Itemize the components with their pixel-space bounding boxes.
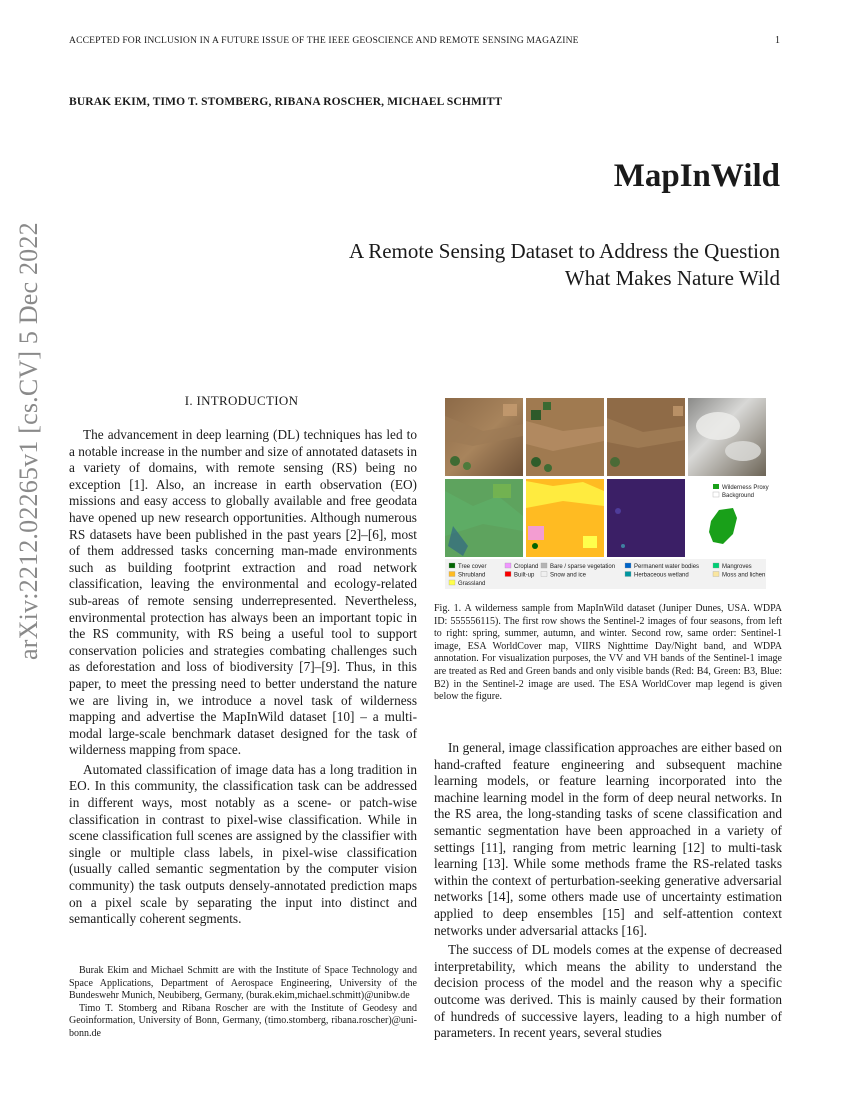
author-footnotes <box>69 965 417 1041</box>
legend-label: Built-up <box>514 572 535 579</box>
legend-swatch <box>505 572 511 577</box>
subtitle-line-1: A Remote Sensing Dataset to Address the Question <box>348 239 780 263</box>
legend-background: Background <box>722 493 755 499</box>
figure-1 <box>443 396 773 592</box>
paragraph: Automated classification of image data has a long tradition in EO. In this community, the classification task can be addressed in different ways, most notably as a scene- or patch-wise classification in contrast to pixel-wise classification. While in scene classification full scenes are assigned by the classifier with single or multiple class labels, in pixel-wise classification (usually called semantic segmentation by the computer vision community) the task outputs densely-annotated prediction maps on a pixel scale by separating the input into distinct and semantically coherent segments. <box>69 761 417 927</box>
legend-label: Cropland <box>514 564 539 570</box>
legend-label: Bare / sparse vegetation <box>550 564 616 570</box>
legend-swatch <box>449 572 455 577</box>
legend-swatch <box>541 572 547 577</box>
legend-label: Permanent water bodies <box>634 564 700 570</box>
legend-swatch <box>449 563 455 568</box>
wdpa-annotation <box>688 479 769 557</box>
legend-label: Mangroves <box>722 564 752 570</box>
legend-swatch-wilderness <box>713 484 719 489</box>
section-heading: I. INTRODUCTION <box>184 393 299 408</box>
legend-label: Snow and ice <box>550 572 587 579</box>
sentinel2-spring-image <box>445 398 523 476</box>
paragraph: In general, image classification approaches are either based on hand-crafted feature engineering and subsequent machine learning models, or feature learning incorporated into the machine learning model in the form of deep neural networks. In the RS area, the long-standing tasks of scene classification and semantic segmentation have been approached in a variety of settings [11], ranging from metric learning [12] to multi-task learning [13]. While some methods frame the RS-related tasks within the context of perturbation-seeking generative adversarial networks [14], some others made use of uncertainty estimation applied to deep ensembles [15] and self-attention context networks under adversarial attacks [16]. <box>434 740 782 938</box>
paper-title: MapInWild <box>613 158 780 194</box>
legend-label: Herbaceous wetland <box>634 572 689 579</box>
viirs-night-image <box>607 479 685 557</box>
legend-label: Tree cover <box>458 564 487 570</box>
figure-caption: Fig. 1. A wilderness sample from MapInWild dataset (Juniper Dunes, USA. WDPA ID: 555556115). The first row shows the Sentinel-2 images of four seasons, from left to right: spring, summer, autumn, and winter. Second row, same order: Sentinel-1 image, ESA WorldCover map, VIIRS Nighttime Day/Night band, and WDPA annotation. For visualization purposes, the VV and VH bands of the Sentinel-1 image are treated as Red and Green bands and only visible bands (Red: B4, Green: B3, Blue: B2) in the Sentinel-2 image are used. The ESA WorldCover map legend is given below the figure. <box>434 603 782 703</box>
legend-swatch <box>625 572 631 577</box>
paragraph: The advancement in deep learning (DL) techniques has led to a notable increase in the number and size of annotated datasets in a variety of domains, with remote sensing (RS) being no exception [1]. Also, an increase in earth observation (EO) missions and easy access to globally available and free geodata have opened up new research opportunities. Although numerous RS datasets have been published in the past years [2]–[6], most of them addressed tasks concerning man-made environments such as building footprint extraction and road network classification, leaving the environmental and ecology-related sub-areas of remote sensing underrepresented. Nevertheless, environmental protection has always been an important topic in the RS community, with RS being a useful tool to support conservation policies and strategies combating challenges such as deforestation and loss of biodiversity [7]–[9]. Thus, in this paper, to meet the pressing need to better understand the nature we are living in, we introduce a novel task of wilderness mapping and advertise the MapInWild dataset [10] – a multi-modal large-scale benchmark dataset designed for the task of wilderness mapping from space. <box>69 427 417 758</box>
legend-swatch <box>713 572 719 577</box>
sentinel1-image <box>445 479 523 557</box>
right-column <box>434 740 782 1042</box>
running-header: ACCEPTED FOR INCLUSION IN A FUTURE ISSUE OF THE IEEE GEOSCIENCE AND REMOTE SENSING MAGAZINE <box>69 35 579 46</box>
left-column <box>69 427 417 928</box>
sentinel2-winter-image <box>688 398 766 476</box>
legend-swatch <box>541 563 547 568</box>
legend-wilderness-proxy: Wilderness Proxy <box>722 485 769 491</box>
paragraph: The success of DL models comes at the expense of decreased interpretability, which means the ability to understand the decision process of the model and the reason why a specific outcome was derived. This is mainly caused by their formation of hundreds of successive layers, leading to a high number of parameters. In recent years, several studies <box>434 942 782 1041</box>
legend-swatch <box>713 563 719 568</box>
legend-swatch <box>625 563 631 568</box>
footnote: Timo T. Stomberg and Ribana Roscher are with the Institute of Geodesy and Geoinformation, University of Bonn, Germany, (timo.stomberg, ribana.roscher)@uni-bonn.de <box>69 1002 417 1039</box>
arxiv-identifier: arXiv:2212.02265v1 [cs.CV] 5 Dec 2022 <box>14 222 43 660</box>
footnote: Burak Ekim and Michael Schmitt are with the Institute of Space Technology and Space Applications, Department of Aerospace Engineering, University of the Bundeswehr Munich, Neubiberg, Germany, (burak.ekim,michael.schmitt)@unibw.de <box>69 965 417 1002</box>
legend-swatch <box>505 563 511 568</box>
page-number: 1 <box>775 35 780 46</box>
sentinel2-summer-image <box>526 398 604 476</box>
legend-label: Grassland <box>458 581 486 587</box>
legend-swatch <box>449 580 455 585</box>
sentinel2-autumn-image <box>607 398 685 476</box>
worldcover-map <box>526 479 604 557</box>
legend-swatch-background <box>713 492 719 497</box>
legend-label: Shrubland <box>458 572 486 579</box>
author-list: BURAK EKIM, TIMO T. STOMBERG, RIBANA ROSCHER, MICHAEL SCHMITT <box>69 96 503 108</box>
paper-subtitle <box>220 238 780 292</box>
worldcover-legend <box>445 559 766 589</box>
legend-label: Moss and lichen <box>722 572 766 579</box>
subtitle-line-2: What Makes Nature Wild <box>564 266 780 290</box>
